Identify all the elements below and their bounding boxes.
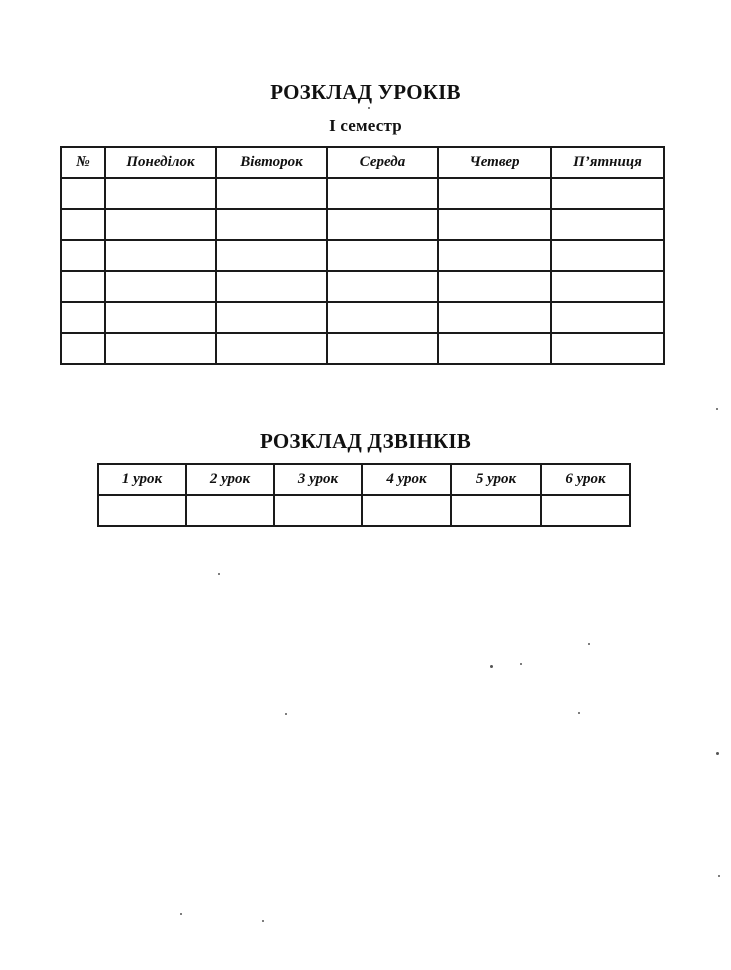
table-cell (216, 302, 327, 333)
header-monday: Понеділок (105, 147, 216, 178)
bells-schedule-title: РОЗКЛАД ДЗВІНКІВ (259, 429, 472, 453)
lessons-body (61, 178, 664, 364)
header-lesson-6: 6 урок (541, 464, 630, 495)
table-cell (438, 209, 551, 240)
table-cell (327, 178, 438, 209)
header-friday: П’ятниця (551, 147, 664, 178)
table-cell (551, 178, 664, 209)
table-cell (61, 178, 105, 209)
table-cell (186, 495, 274, 526)
table-cell (105, 178, 216, 209)
table-cell (551, 271, 664, 302)
table-cell (216, 209, 327, 240)
table-cell (327, 240, 438, 271)
table-cell (216, 240, 327, 271)
table-cell (61, 302, 105, 333)
scan-speck (368, 107, 370, 109)
table-cell (438, 178, 551, 209)
scan-speck (285, 713, 287, 715)
table-cell (327, 302, 438, 333)
lessons-row (61, 302, 664, 333)
scan-speck (716, 752, 719, 755)
table-cell (551, 240, 664, 271)
scan-speck (490, 665, 493, 668)
bells-body (98, 495, 630, 526)
scan-speck (718, 875, 720, 877)
table-cell (216, 271, 327, 302)
table-cell (327, 333, 438, 364)
table-cell (362, 495, 451, 526)
header-tuesday: Вівторок (216, 147, 327, 178)
header-lesson-3: 3 урок (274, 464, 362, 495)
table-cell (327, 209, 438, 240)
bells-table (97, 463, 631, 527)
table-cell (541, 495, 630, 526)
lessons-row (61, 178, 664, 209)
table-cell (61, 333, 105, 364)
table-cell (105, 333, 216, 364)
table-cell (551, 302, 664, 333)
lessons-row (61, 271, 664, 302)
header-lesson-2: 2 урок (186, 464, 274, 495)
header-lesson-4: 4 урок (362, 464, 451, 495)
table-cell (451, 495, 541, 526)
table-cell (438, 240, 551, 271)
scan-speck (578, 712, 580, 714)
table-cell (98, 495, 186, 526)
table-cell (61, 240, 105, 271)
bells-row (98, 495, 630, 526)
lessons-table (60, 146, 665, 365)
table-cell (551, 333, 664, 364)
table-cell (327, 271, 438, 302)
lessons-row (61, 209, 664, 240)
header-thursday: Четвер (438, 147, 551, 178)
table-cell (438, 271, 551, 302)
bells-header-row (98, 464, 630, 495)
lessons-row (61, 333, 664, 364)
lessons-header-row (61, 147, 664, 178)
table-cell (438, 333, 551, 364)
table-cell (61, 271, 105, 302)
scan-speck (520, 663, 522, 665)
header-lesson-5: 5 урок (451, 464, 541, 495)
table-cell (438, 302, 551, 333)
table-cell (216, 178, 327, 209)
header-lesson-1: 1 урок (98, 464, 186, 495)
lessons-schedule-title: РОЗКЛАД УРОКІВ (270, 80, 461, 104)
table-cell (105, 302, 216, 333)
table-cell (105, 209, 216, 240)
scan-speck (716, 408, 718, 410)
scan-speck (180, 913, 182, 915)
semester-subtitle: І семестр (329, 116, 402, 135)
table-cell (216, 333, 327, 364)
table-cell (61, 209, 105, 240)
header-wednesday: Середа (327, 147, 438, 178)
scan-speck (588, 643, 590, 645)
table-cell (105, 271, 216, 302)
scan-speck (218, 573, 220, 575)
lessons-row (61, 240, 664, 271)
table-cell (551, 209, 664, 240)
header-number: № (61, 147, 105, 178)
scan-speck (262, 920, 264, 922)
table-cell (105, 240, 216, 271)
table-cell (274, 495, 362, 526)
